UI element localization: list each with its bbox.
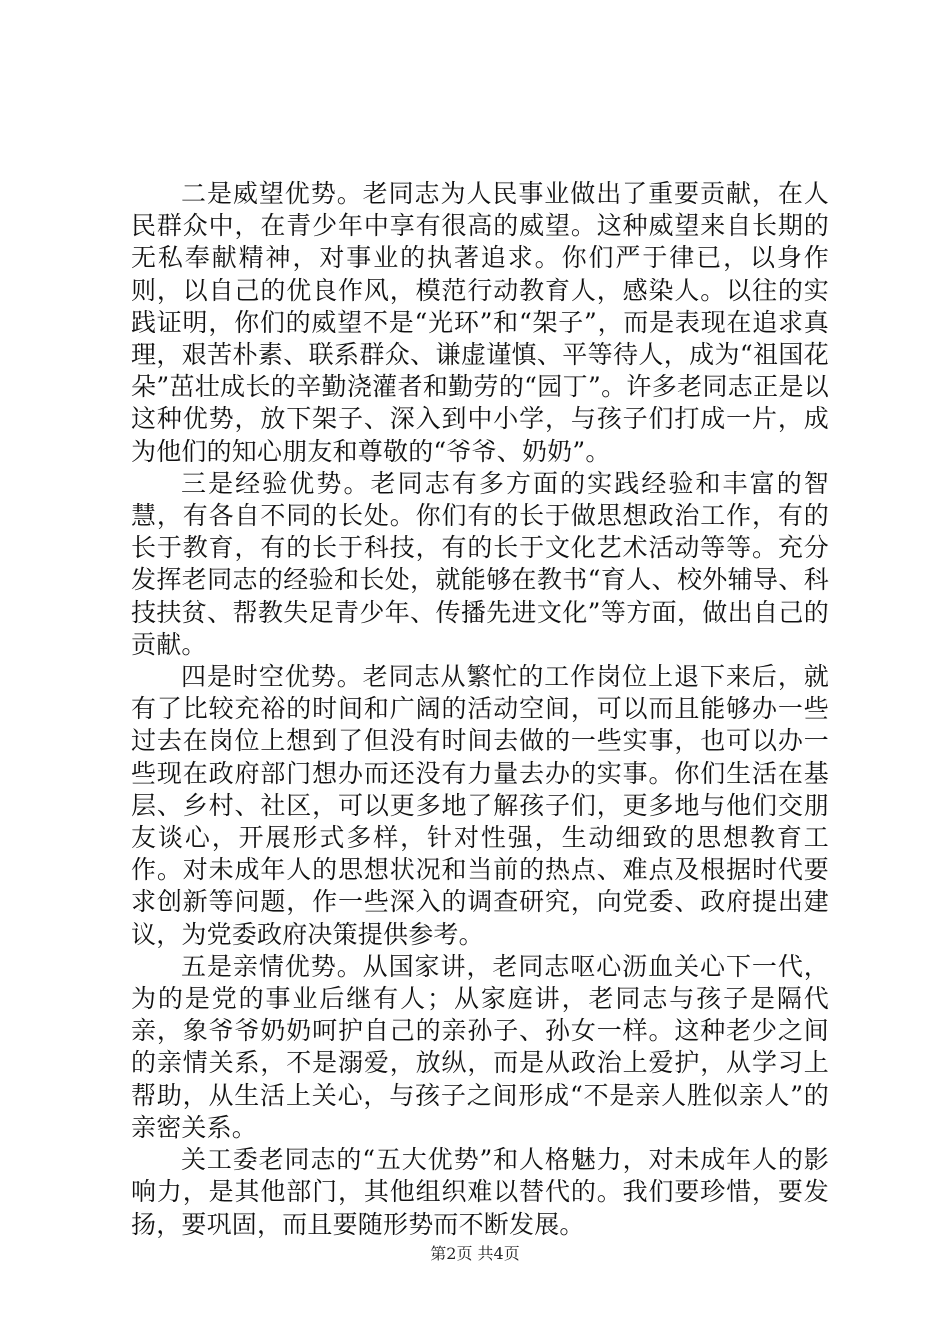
- page-number-footer: 第2页 共4页: [430, 1244, 520, 1263]
- paragraph-summary: 关工委老同志的“五大优势”和人格魅力，对未成年人的影响力，是其他部门，其他组织难以替代的。我们要珍惜，要发扬，要巩固，而且要随形势而不断发展。: [131, 1145, 829, 1239]
- paragraph-prestige-advantage: 二是威望优势。老同志为人民事业做出了重要贡献，在人民群众中，在青少年中享有很高的威望。这种威望来自长期的无私奉献精神，对事业的执著追求。你们严于律已，以身作则，以自己的优良作风，模范行动教育人，感染人。以往的实践证明，你们的威望不是“光环”和“架子”，而是表现在追求真理，艰苦朴素、联系群众、谦虚谨慎、平等待人，成为“祖国花朵”茁壮成长的辛勤浇灌者和勤劳的“园丁”。许多老同志正是以这种优势，放下架子、深入到中小学，与孩子们打成一片，成为他们的知心朋友和尊敬的“爷爷、奶奶”。: [131, 179, 829, 466]
- document-body: [131, 178, 829, 1241]
- paragraph-experience-advantage: 三是经验优势。老同志有多方面的实践经验和丰富的智慧，有各自不同的长处。你们有的长于做思想政治工作，有的长于教育，有的长于科技，有的长于文化艺术活动等等。充分发挥老同志的经验和长处，就能够在教书“育人、校外辅导、科技扶贫、帮教失足青少年、传播先进文化”等方面，做出自己的贡献。: [131, 468, 829, 659]
- paragraph-affection-advantage: 五是亲情优势。从国家讲，老同志呕心沥血关心下一代，为的是党的事业后继有人；从家庭讲，老同志与孩子是隔代亲，象爷爷奶奶呵护自己的亲孙子、孙女一样。这种老少之间的亲情关系，不是溺爱，放纵，而是从政治上爱护，从学习上帮助，从生活上关心，与孩子之间形成“不是亲人胜似亲人”的亲密关系。: [131, 951, 829, 1142]
- paragraph-time-space-advantage: 四是时空优势。老同志从繁忙的工作岗位上退下来后，就有了比较充裕的时间和广阔的活动空间，可以而且能够办一些过去在岗位上想到了但没有时间去做的一些实事，也可以办一些现在政府部门想办而还没有力量去办的实事。你们生活在基层、乡村、社区，可以更多地了解孩子们，更多地与他们交朋友谈心，开展形式多样，针对性强，生动细致的思想教育工作。对未成年人的思想状况和当前的热点、难点及根据时代要求创新等问题，作一些深入的调查研究，向党委、政府提出建议，为党委政府决策提供参考。: [131, 662, 829, 949]
